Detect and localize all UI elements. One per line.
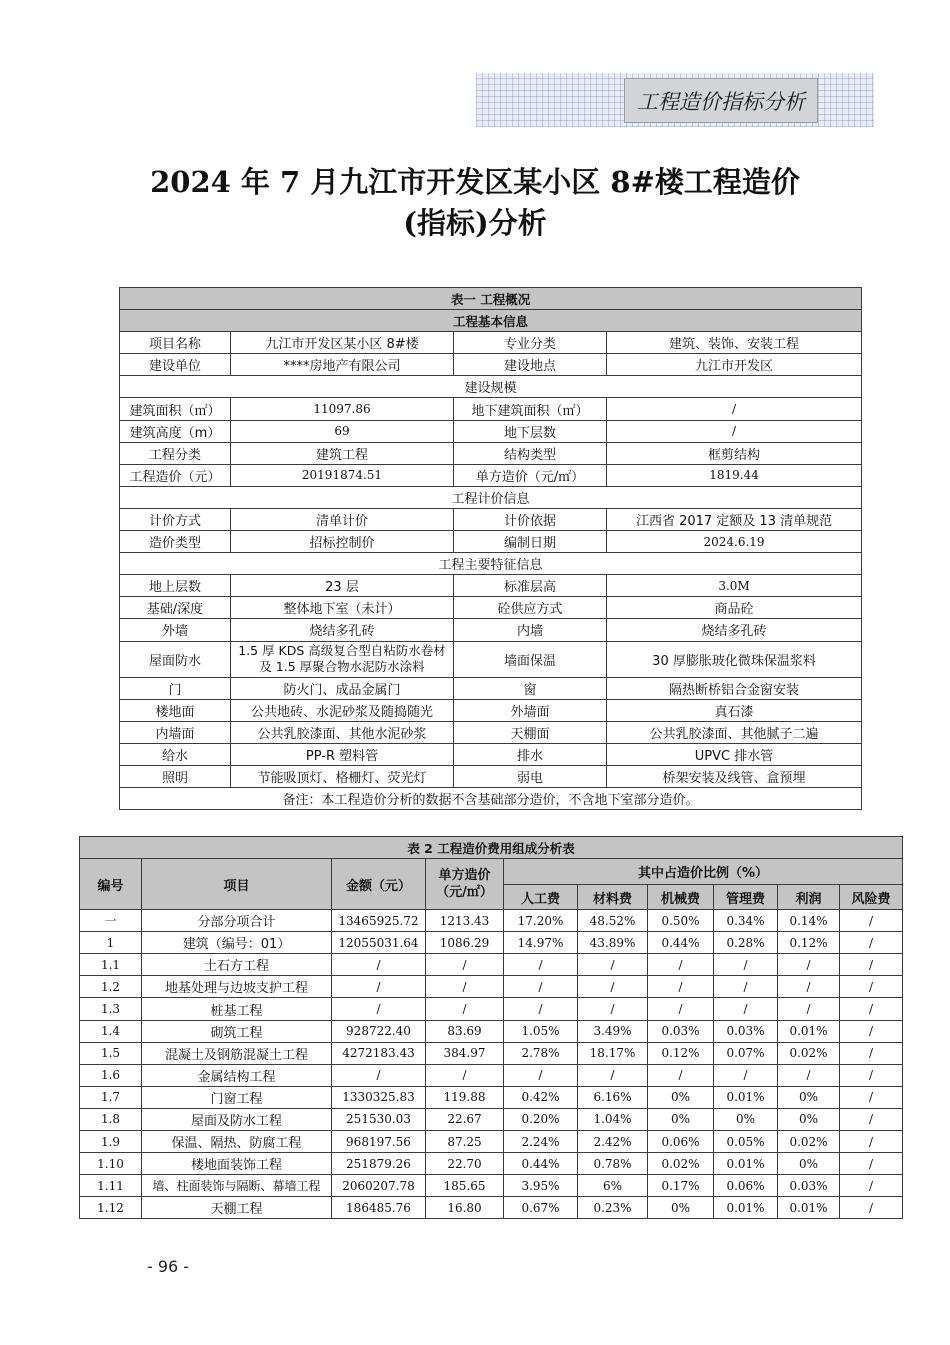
row-value-cell: / <box>504 954 578 976</box>
row-value-cell: 2060207.78 <box>332 1175 426 1197</box>
value-cell: / <box>607 420 862 442</box>
value-cell: 20191874.51 <box>231 464 454 486</box>
row-number-cell: 1.4 <box>80 1020 142 1042</box>
row-value-cell: 119.88 <box>426 1086 504 1108</box>
label-cell: 天棚面 <box>454 721 607 743</box>
label-cell: 照明 <box>120 765 231 787</box>
row-value-cell: 0.06% <box>714 1175 778 1197</box>
value-cell: / <box>607 398 862 420</box>
row-item-cell: 天棚工程 <box>142 1197 332 1219</box>
table-row <box>80 1020 903 1042</box>
row-value-cell: 0% <box>778 1153 840 1175</box>
row-value-cell: / <box>840 998 903 1020</box>
label-cell: 排水 <box>454 743 607 765</box>
table-row <box>80 976 903 998</box>
header-profit: 利润 <box>778 885 840 910</box>
value-cell: 69 <box>231 420 454 442</box>
row-item-cell: 地基处理与边坡支护工程 <box>142 976 332 998</box>
row-item-cell: 楼地面装饰工程 <box>142 1153 332 1175</box>
row-item-cell: 屋面及防水工程 <box>142 1108 332 1130</box>
row-value-cell: 48.52% <box>578 910 648 932</box>
value-cell: 商品砼 <box>607 597 862 619</box>
table-row <box>120 420 862 442</box>
value-cell: ****房地产有限公司 <box>231 354 454 376</box>
header-material: 材料费 <box>578 885 648 910</box>
value-cell: 招标控制价 <box>231 531 454 553</box>
table-row <box>80 1131 903 1153</box>
row-value-cell: / <box>840 1020 903 1042</box>
table-row <box>120 721 862 743</box>
row-value-cell: 0.20% <box>504 1108 578 1130</box>
row-value-cell: 0% <box>648 1197 714 1219</box>
row-value-cell: 0.06% <box>648 1131 714 1153</box>
label-cell: 单方造价（元/㎡） <box>454 464 607 486</box>
value-cell: 隔热断桥铝合金窗安装 <box>607 677 862 699</box>
table2-caption: 表 2 工程造价费用组成分析表 <box>80 837 903 859</box>
header-no: 编号 <box>80 859 142 910</box>
table-row <box>120 531 862 553</box>
row-value-cell: / <box>332 1064 426 1086</box>
row-value-cell: / <box>426 998 504 1020</box>
table-row <box>80 1175 903 1197</box>
table-row <box>120 464 862 486</box>
row-value-cell: 3.49% <box>578 1020 648 1042</box>
row-value-cell: 0.01% <box>714 1153 778 1175</box>
row-value-cell: / <box>578 976 648 998</box>
row-value-cell: / <box>332 998 426 1020</box>
label-cell: 砼供应方式 <box>454 597 607 619</box>
value-cell: 建筑工程 <box>231 442 454 464</box>
label-cell: 建筑高度（m） <box>120 420 231 442</box>
row-value-cell: 0% <box>648 1086 714 1108</box>
row-value-cell: / <box>778 998 840 1020</box>
value-cell: 3.0M <box>607 575 862 597</box>
row-value-cell: 16.80 <box>426 1197 504 1219</box>
row-value-cell: 1213.43 <box>426 910 504 932</box>
label-cell: 计价方式 <box>120 508 231 530</box>
row-value-cell: / <box>840 1108 903 1130</box>
label-cell: 门 <box>120 677 231 699</box>
row-value-cell: 0.14% <box>778 910 840 932</box>
table-row <box>80 1086 903 1108</box>
table-row <box>80 1197 903 1219</box>
row-value-cell: / <box>840 1153 903 1175</box>
table-row <box>120 354 862 376</box>
row-value-cell: 22.67 <box>426 1108 504 1130</box>
row-value-cell: 2.24% <box>504 1131 578 1153</box>
row-value-cell: / <box>840 976 903 998</box>
row-value-cell: / <box>578 998 648 1020</box>
row-value-cell: 0.34% <box>714 910 778 932</box>
row-value-cell: / <box>840 1197 903 1219</box>
row-value-cell: / <box>504 1064 578 1086</box>
row-value-cell: / <box>504 976 578 998</box>
table-row <box>120 575 862 597</box>
value-cell: 节能吸顶灯、格栅灯、荧光灯 <box>231 765 454 787</box>
label-cell: 内墙 <box>454 619 607 641</box>
label-cell: 计价依据 <box>454 508 607 530</box>
cost-composition-table <box>79 836 903 1219</box>
label-cell: 项目名称 <box>120 332 231 354</box>
value-cell: 真石漆 <box>607 699 862 721</box>
table-row <box>80 954 903 976</box>
table-row <box>120 398 862 420</box>
row-number-cell: 1.9 <box>80 1131 142 1153</box>
row-number-cell: 1.11 <box>80 1175 142 1197</box>
row-value-cell: 0.67% <box>504 1197 578 1219</box>
row-value-cell: 0.02% <box>648 1153 714 1175</box>
row-value-cell: 2.78% <box>504 1042 578 1064</box>
section-header: 工程造价指标分析 <box>624 78 818 123</box>
section-scale: 建设规模 <box>120 376 862 398</box>
row-value-cell: / <box>648 998 714 1020</box>
row-value-cell: 17.20% <box>504 910 578 932</box>
row-value-cell: 0.02% <box>778 1131 840 1153</box>
row-value-cell: / <box>332 954 426 976</box>
row-value-cell: 0.03% <box>778 1175 840 1197</box>
value-cell: 桥架安装及线管、盒预埋 <box>607 765 862 787</box>
row-value-cell: / <box>840 1175 903 1197</box>
label-cell: 地上层数 <box>120 575 231 597</box>
value-cell: 2024.6.19 <box>607 531 862 553</box>
row-item-cell: 建筑（编号：01） <box>142 932 332 954</box>
table-row <box>120 332 862 354</box>
row-value-cell: 0% <box>648 1108 714 1130</box>
header-machine: 机械费 <box>648 885 714 910</box>
row-value-cell: 0% <box>778 1086 840 1108</box>
label-cell: 窗 <box>454 677 607 699</box>
row-value-cell: / <box>840 1131 903 1153</box>
row-value-cell: 251879.26 <box>332 1153 426 1175</box>
table-row <box>80 1153 903 1175</box>
row-value-cell: 87.25 <box>426 1131 504 1153</box>
label-cell: 建筑面积（㎡） <box>120 398 231 420</box>
section-basic-info: 工程基本信息 <box>120 310 862 332</box>
row-value-cell: 6% <box>578 1175 648 1197</box>
page-title-line-1: 2024 年 7 月九江市开发区某小区 8#楼工程造价 <box>150 165 800 199</box>
value-cell: 1819.44 <box>607 464 862 486</box>
row-value-cell: 83.69 <box>426 1020 504 1042</box>
row-value-cell: / <box>648 954 714 976</box>
row-value-cell: / <box>648 1064 714 1086</box>
row-value-cell: 12055031.64 <box>332 932 426 954</box>
row-value-cell: 3.95% <box>504 1175 578 1197</box>
label-cell: 外墙 <box>120 619 231 641</box>
row-value-cell: 0.01% <box>714 1086 778 1108</box>
row-value-cell: 13465925.72 <box>332 910 426 932</box>
row-value-cell: 0.07% <box>714 1042 778 1064</box>
label-cell: 外墙面 <box>454 699 607 721</box>
row-value-cell: 968197.56 <box>332 1131 426 1153</box>
label-cell: 专业分类 <box>454 332 607 354</box>
header-manage: 管理费 <box>714 885 778 910</box>
row-number-cell: 1.12 <box>80 1197 142 1219</box>
value-cell: 烧结多孔砖 <box>231 619 454 641</box>
row-value-cell: 4272183.43 <box>332 1042 426 1064</box>
row-value-cell: 14.97% <box>504 932 578 954</box>
header-labor: 人工费 <box>504 885 578 910</box>
row-value-cell: 0.02% <box>778 1042 840 1064</box>
row-value-cell: / <box>778 1064 840 1086</box>
row-value-cell: / <box>840 1064 903 1086</box>
table-row <box>120 743 862 765</box>
row-value-cell: 0.78% <box>578 1153 648 1175</box>
table1-note: 备注：本工程造价分析的数据不含基础部分造价，不含地下室部分造价。 <box>120 787 862 809</box>
table-row <box>80 1108 903 1130</box>
table1-caption: 表一 工程概况 <box>120 288 862 310</box>
row-value-cell: / <box>332 976 426 998</box>
row-item-cell: 土石方工程 <box>142 954 332 976</box>
row-value-cell: / <box>578 1064 648 1086</box>
row-value-cell: / <box>714 976 778 998</box>
row-number-cell: 一 <box>80 910 142 932</box>
table-row <box>80 1042 903 1064</box>
label-cell: 给水 <box>120 743 231 765</box>
row-value-cell: 2.42% <box>578 1131 648 1153</box>
header-risk: 风险费 <box>840 885 903 910</box>
row-value-cell: / <box>714 1064 778 1086</box>
row-value-cell: 0% <box>714 1108 778 1130</box>
row-item-cell: 桩基工程 <box>142 998 332 1020</box>
row-value-cell: 0.05% <box>714 1131 778 1153</box>
row-value-cell: 0.23% <box>578 1197 648 1219</box>
label-cell: 建设地点 <box>454 354 607 376</box>
table-row <box>120 597 862 619</box>
row-value-cell: / <box>778 954 840 976</box>
label-cell: 标准层高 <box>454 575 607 597</box>
label-cell: 结构类型 <box>454 442 607 464</box>
header-ratio: 其中占造价比例（%） <box>504 859 903 885</box>
value-cell: 30 厚膨胀玻化微珠保温浆料 <box>607 641 862 677</box>
label-cell: 楼地面 <box>120 699 231 721</box>
row-value-cell: 43.89% <box>578 932 648 954</box>
label-cell: 基础/深度 <box>120 597 231 619</box>
value-cell: 九江市开发区某小区 8#楼 <box>231 332 454 354</box>
row-value-cell: / <box>504 998 578 1020</box>
row-value-cell: 0.28% <box>714 932 778 954</box>
page-title-line-2: (指标)分析 <box>403 206 547 240</box>
row-value-cell: 6.16% <box>578 1086 648 1108</box>
value-cell: UPVC 排水管 <box>607 743 862 765</box>
row-value-cell: / <box>840 932 903 954</box>
header-unit-cost: 单方造价（元/㎡） <box>426 859 504 910</box>
row-value-cell: 384.97 <box>426 1042 504 1064</box>
table-row <box>120 677 862 699</box>
row-value-cell: 0.01% <box>714 1197 778 1219</box>
table-row <box>80 910 903 932</box>
label-cell: 建设单位 <box>120 354 231 376</box>
label-cell: 造价类型 <box>120 531 231 553</box>
row-number-cell: 1.5 <box>80 1042 142 1064</box>
table-row <box>80 932 903 954</box>
value-cell: 清单计价 <box>231 508 454 530</box>
label-cell: 工程造价（元） <box>120 464 231 486</box>
row-item-cell: 分部分项合计 <box>142 910 332 932</box>
row-value-cell: 0.12% <box>648 1042 714 1064</box>
value-cell: 公共乳胶漆面、其他腻子二遍 <box>607 721 862 743</box>
value-cell: 公共地砖、水泥砂浆及随捣随光 <box>231 699 454 721</box>
row-value-cell: 185.65 <box>426 1175 504 1197</box>
row-number-cell: 1.6 <box>80 1064 142 1086</box>
value-cell: 1.5 厚 KDS 高级复合型自粘防水卷材及 1.5 厚聚合物水泥防水涂料 <box>231 641 454 677</box>
row-number-cell: 1.10 <box>80 1153 142 1175</box>
row-item-cell: 砌筑工程 <box>142 1020 332 1042</box>
table-row <box>80 998 903 1020</box>
header-amount: 金额（元） <box>332 859 426 910</box>
section-pricing: 工程计价信息 <box>120 486 862 508</box>
row-value-cell: / <box>840 954 903 976</box>
row-item-cell: 墙、柱面装饰与隔断、幕墙工程 <box>142 1175 332 1197</box>
value-cell: 整体地下室（未计） <box>231 597 454 619</box>
label-cell: 屋面防水 <box>120 641 231 677</box>
row-value-cell: 0.03% <box>714 1020 778 1042</box>
table-row <box>120 699 862 721</box>
row-value-cell: 928722.40 <box>332 1020 426 1042</box>
label-cell: 弱电 <box>454 765 607 787</box>
row-item-cell: 混凝土及钢筋混凝土工程 <box>142 1042 332 1064</box>
row-value-cell: / <box>426 954 504 976</box>
row-value-cell: 0.44% <box>648 932 714 954</box>
row-value-cell: 186485.76 <box>332 1197 426 1219</box>
row-number-cell: 1.8 <box>80 1108 142 1130</box>
value-cell: PP-R 塑料管 <box>231 743 454 765</box>
row-value-cell: / <box>714 998 778 1020</box>
table-row <box>120 619 862 641</box>
label-cell: 地下层数 <box>454 420 607 442</box>
row-value-cell: / <box>778 976 840 998</box>
table-row <box>120 508 862 530</box>
row-number-cell: 1.7 <box>80 1086 142 1108</box>
row-value-cell: / <box>840 1042 903 1064</box>
row-value-cell: 1.05% <box>504 1020 578 1042</box>
value-cell: 九江市开发区 <box>607 354 862 376</box>
label-cell: 工程分类 <box>120 442 231 464</box>
value-cell: 公共乳胶漆面、其他水泥砂浆 <box>231 721 454 743</box>
row-number-cell: 1.2 <box>80 976 142 998</box>
table-row <box>120 442 862 464</box>
row-value-cell: 22.70 <box>426 1153 504 1175</box>
row-value-cell: 0.17% <box>648 1175 714 1197</box>
value-cell: 11097.86 <box>231 398 454 420</box>
row-value-cell: 0.50% <box>648 910 714 932</box>
row-value-cell: 0.44% <box>504 1153 578 1175</box>
value-cell: 烧结多孔砖 <box>607 619 862 641</box>
value-cell: 23 层 <box>231 575 454 597</box>
row-value-cell: / <box>578 954 648 976</box>
row-value-cell: 1086.29 <box>426 932 504 954</box>
row-value-cell: / <box>426 976 504 998</box>
label-cell: 墙面保温 <box>454 641 607 677</box>
value-cell: 框剪结构 <box>607 442 862 464</box>
table-row <box>120 765 862 787</box>
table-row <box>80 1064 903 1086</box>
row-item-cell: 保温、隔热、防腐工程 <box>142 1131 332 1153</box>
row-value-cell: / <box>840 1086 903 1108</box>
row-value-cell: 0% <box>778 1108 840 1130</box>
row-value-cell: 1330325.83 <box>332 1086 426 1108</box>
label-cell: 地下建筑面积（㎡） <box>454 398 607 420</box>
row-value-cell: 0.01% <box>778 1197 840 1219</box>
value-cell: 防火门、成品金属门 <box>231 677 454 699</box>
table-row <box>120 641 862 677</box>
page-number: - 96 - <box>147 1257 190 1276</box>
row-value-cell: 0.42% <box>504 1086 578 1108</box>
row-value-cell: 0.01% <box>778 1020 840 1042</box>
project-overview-table <box>119 287 862 810</box>
row-value-cell: 1.04% <box>578 1108 648 1130</box>
row-value-cell: / <box>648 976 714 998</box>
header-item: 项目 <box>142 859 332 910</box>
value-cell: 江西省 2017 定额及 13 清单规范 <box>607 508 862 530</box>
row-number-cell: 1.3 <box>80 998 142 1020</box>
row-value-cell: / <box>840 910 903 932</box>
row-number-cell: 1 <box>80 932 142 954</box>
row-value-cell: / <box>714 954 778 976</box>
row-value-cell: 0.03% <box>648 1020 714 1042</box>
row-value-cell: 0.12% <box>778 932 840 954</box>
row-item-cell: 门窗工程 <box>142 1086 332 1108</box>
label-cell: 编制日期 <box>454 531 607 553</box>
row-item-cell: 金属结构工程 <box>142 1064 332 1086</box>
label-cell: 内墙面 <box>120 721 231 743</box>
value-cell: 建筑、装饰、安装工程 <box>607 332 862 354</box>
row-number-cell: 1.1 <box>80 954 142 976</box>
row-value-cell: 18.17% <box>578 1042 648 1064</box>
row-value-cell: 251530.03 <box>332 1108 426 1130</box>
section-features: 工程主要特征信息 <box>120 553 862 575</box>
row-value-cell: / <box>426 1064 504 1086</box>
